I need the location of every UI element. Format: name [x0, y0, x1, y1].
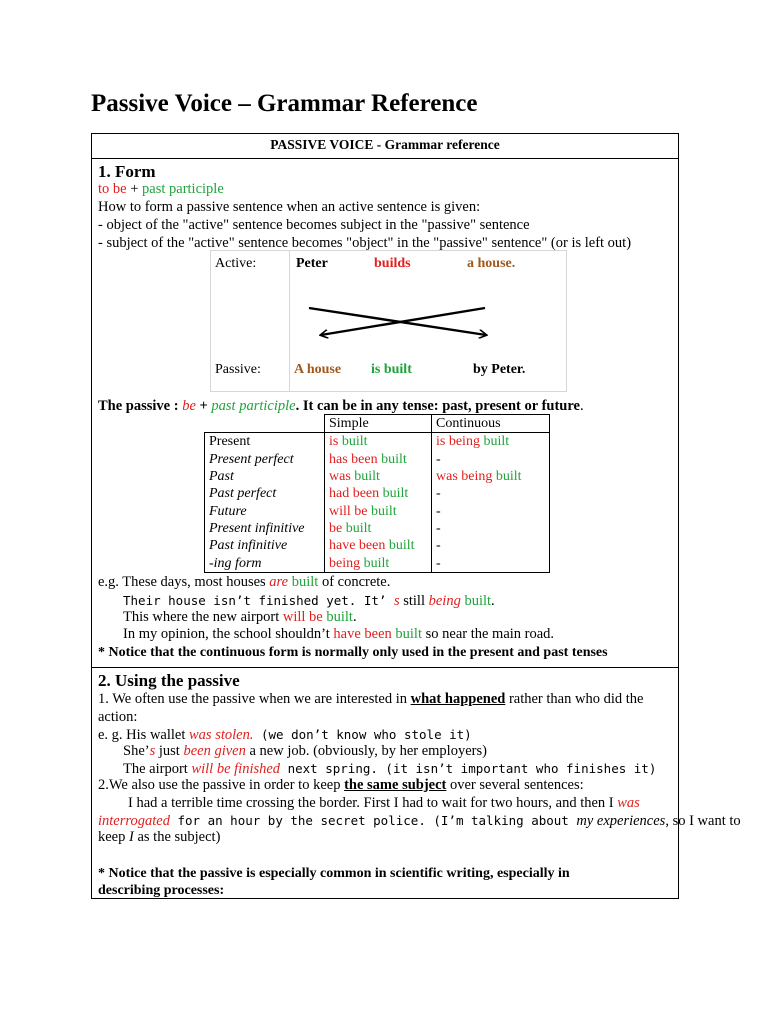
tense-name: Past	[205, 468, 325, 485]
header-continuous: Continuous	[432, 415, 550, 433]
tense-name: Present perfect	[205, 451, 325, 468]
continuous-form: -	[432, 537, 550, 554]
continuous-form: -	[432, 520, 550, 537]
rule-plus-2: +	[195, 398, 212, 414]
continuous-form: -	[432, 451, 550, 468]
using-point-1-cont: action:	[98, 709, 138, 725]
rule-be: be	[182, 398, 196, 414]
simple-form: be built	[325, 520, 432, 537]
table-row	[205, 520, 550, 537]
tense-name: Present infinitive	[205, 520, 325, 537]
rule-end: .	[579, 398, 584, 414]
using-example-4-cont: interrogated for an hour by the secret police. (I’m talking about my experiences, so I want to	[98, 813, 741, 829]
table-row	[205, 537, 550, 554]
continuous-notice: * Notice that the continuous form is normally only used in the present and past tenses	[98, 645, 608, 660]
tense-name: Past perfect	[205, 485, 325, 502]
form-rule	[98, 181, 672, 198]
example-1: e.g. These days, most houses are built of concrete.	[98, 574, 391, 590]
section-divider	[92, 667, 678, 668]
passive-rule	[98, 398, 672, 415]
tense-name: Future	[205, 502, 325, 519]
using-example-4: I had a terrible time crossing the border. First I had to wait for two hours, and then I was	[128, 795, 640, 811]
active-verb: builds	[374, 256, 411, 271]
form-line-2: - object of the "active" sentence becomes subject in the "passive" sentence	[98, 217, 530, 233]
active-passive-diagram	[210, 250, 567, 392]
passive-label: Passive:	[215, 362, 261, 377]
table-row	[205, 451, 550, 468]
rule-past-participle: past participle	[142, 181, 224, 197]
tense-name: -ing form	[205, 554, 325, 572]
continuous-form: -	[432, 502, 550, 519]
rule-suffix: . It can be in any tense: past, present or future	[295, 398, 580, 414]
simple-form: being built	[325, 554, 432, 572]
form-line-3: - subject of the "active" sentence becomes "object" in the "passive" sentence" (or is left out)	[98, 235, 632, 251]
simple-form: was built	[325, 468, 432, 485]
rule-pp: past participle	[211, 398, 296, 414]
scientific-notice: * Notice that the passive is especially common in scientific writing, especially in	[98, 866, 570, 881]
using-example-3: The airport will be finished next spring. (it isn’t important who finishes it)	[123, 761, 657, 777]
passive-subject: A house	[294, 362, 342, 377]
example-4: In my opinion, the school shouldn’t have been built so near the main road.	[123, 626, 555, 642]
rule-prefix: The passive :	[98, 398, 183, 414]
header-divider	[92, 158, 678, 159]
header-simple: Simple	[325, 415, 432, 433]
using-example-2: She’s just been given a new job. (obviously, by her employers)	[123, 743, 487, 759]
tense-name: Present	[205, 433, 325, 451]
simple-form: had been built	[325, 485, 432, 502]
simple-form: have been built	[325, 537, 432, 554]
table-row	[205, 468, 550, 485]
form-heading: 1. Form	[98, 162, 156, 181]
continuous-form: is being built	[432, 433, 550, 451]
rule-plus: +	[126, 181, 143, 197]
tense-name: Past infinitive	[205, 537, 325, 554]
passive-agent: by Peter.	[473, 362, 526, 377]
continuous-form: -	[432, 554, 550, 572]
using-example-4-end: keep I as the subject)	[98, 829, 221, 845]
using-heading: 2. Using the passive	[98, 671, 240, 690]
simple-form: will be built	[325, 502, 432, 519]
reference-box	[91, 133, 741, 899]
table-row	[205, 502, 550, 519]
passive-verb: is built	[371, 362, 412, 377]
using-point-1: 1. We often use the passive when we are interested in what happened rather than who did the	[98, 691, 644, 707]
header-cell-blank	[205, 415, 325, 433]
box-header: PASSIVE VOICE - Grammar reference	[270, 137, 500, 152]
continuous-form: was being built	[432, 468, 550, 485]
table-header-row	[205, 415, 550, 433]
active-subject: Peter	[296, 256, 328, 271]
page-title: Passive Voice – Grammar Reference	[91, 90, 478, 117]
tense-table	[204, 414, 550, 573]
table-row	[205, 433, 550, 451]
simple-form: is built	[325, 433, 432, 451]
example-2: Their house isn’t finished yet. It’ s still being built.	[123, 593, 495, 609]
form-line-1: How to form a passive sentence when an active sentence is given:	[98, 199, 481, 215]
using-point-2: 2.We also use the passive in order to keep the same subject over several sentences:	[98, 777, 584, 793]
rule-to-be: to be	[98, 181, 127, 197]
table-row	[205, 485, 550, 502]
active-label: Active:	[215, 256, 257, 271]
scientific-notice-cont: describing processes:	[98, 883, 225, 898]
simple-form: has been built	[325, 451, 432, 468]
using-example-1: e. g. His wallet was stolen. (we don’t know who stole it)	[98, 727, 472, 743]
table-row	[205, 554, 550, 572]
active-object: a house.	[467, 256, 516, 271]
continuous-form: -	[432, 485, 550, 502]
example-3: This where the new airport will be built.	[123, 609, 357, 625]
